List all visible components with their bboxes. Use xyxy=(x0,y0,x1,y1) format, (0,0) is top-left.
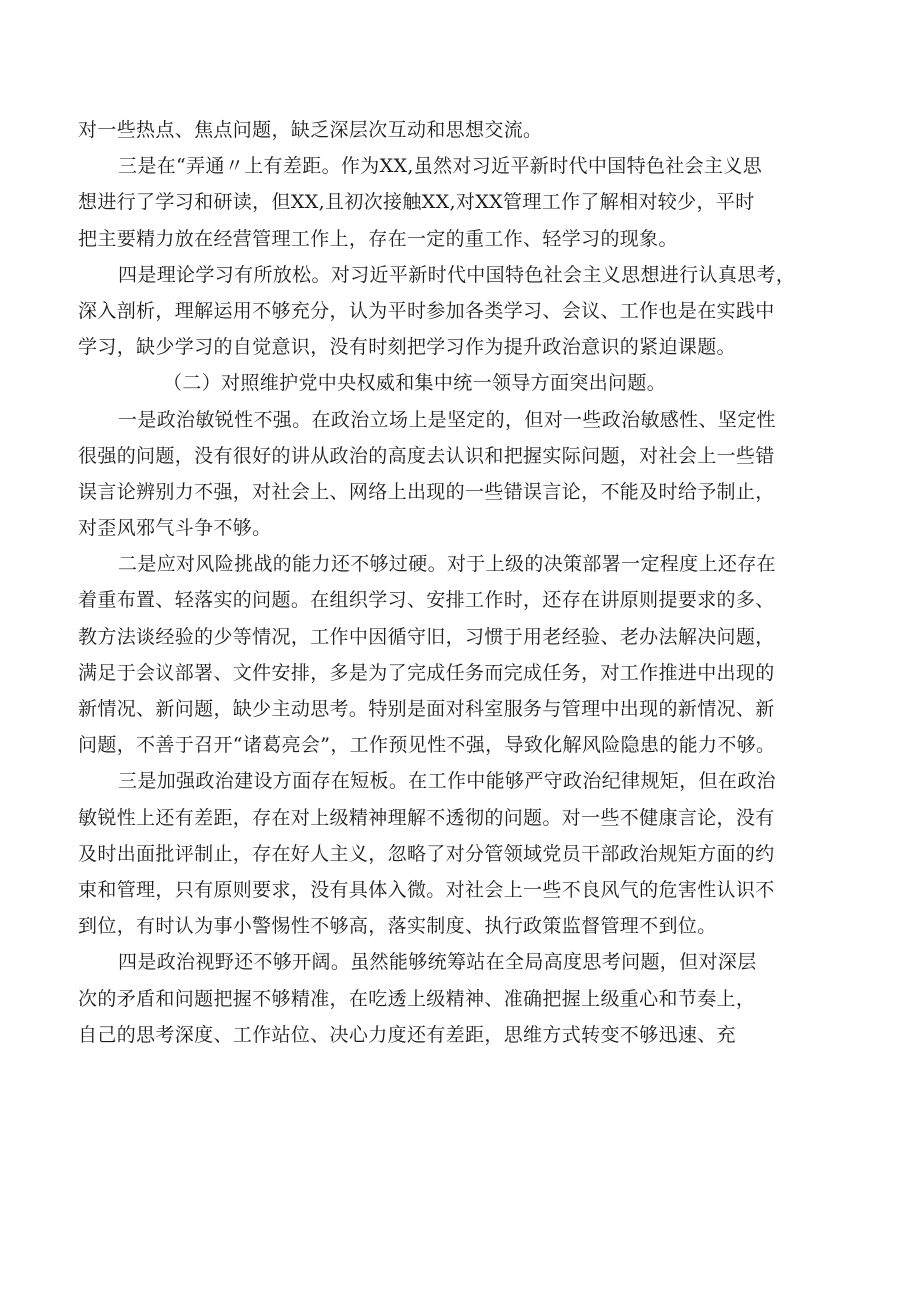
text-line: 四是政治视野还不够开阔。虽然能够统筹站在全局高度思考问题，但对深层 xyxy=(118,951,757,974)
text-line: 三是在“弄通〃上有差距。作为XX,虽然对习近平新时代中国特色社会主义思 xyxy=(118,155,763,178)
text-line: 二是应对风险挑战的能力还不够过硬。对于上级的决策部署一定程度上还存在 xyxy=(118,553,776,576)
text-line: 及时出面批评制止，存在好人主义，忽略了对分管领域党员干部政治规矩方面的约 xyxy=(78,842,775,865)
text-line: 对一些热点、焦点问题，缺乏深层次互动和思想交流。 xyxy=(78,119,543,141)
section-heading: （二）对照维护党中央权威和集中统一领导方面突出问题。 xyxy=(163,372,667,395)
text-line: 对歪风邪气斗争不够。 xyxy=(78,517,272,540)
text-line: 深入剖析，理解运用不够充分，认为平时参加各类学习、会议、工作也是在实践中 xyxy=(78,299,775,322)
text-line: 把主要精力放在经营管理工作上，存在一定的重工作、轻学习的现象。 xyxy=(78,227,678,250)
text-line: 到位，有时认为事小警惕性不够高，落实制度、执行政策监督管理不到位。 xyxy=(78,915,717,938)
text-line: 教方法谈经验的少等情况，工作中因循守旧，习惯于用老经验、老办法解决问题， xyxy=(78,625,775,648)
text-line: 一是政治敏锐性不强。在政治立场上是坚定的，但对一些政治敏感性、坚定性 xyxy=(118,408,776,431)
text-line: 满足于会议部署、文件安排，多是为了完成任务而完成任务，对工作推进中出现的 xyxy=(78,661,775,684)
text-line: 四是理论学习有所放松。对习近平新时代中国特色社会主义思想进行认真思考， xyxy=(118,263,796,286)
text-line: 学习，缺少学习的自觉意识，没有时刻把学习作为提升政治意识的紧迫课题。 xyxy=(78,336,736,359)
text-line: 自己的思考深度、工作站位、决心力度还有差距，思维方式转变不够迅速、充 xyxy=(78,1023,736,1046)
text-line: 敏锐性上还有差距，存在对上级精神理解不透彻的问题。对一些不健康言论，没有 xyxy=(78,806,775,829)
text-line: 束和管理，只有原则要求，没有具体入微。对社会上一些不良风气的危害性认识不 xyxy=(78,878,775,901)
text-line: 三是加强政治建设方面存在短板。在工作中能够严守政治纪律规矩，但在政治 xyxy=(118,770,776,793)
text-line: 问题，不善于召开“诸葛亮会”，工作预见性不强，导致化解风险隐患的能力不够。 xyxy=(78,734,776,757)
text-line: 新情况、新问题，缺少主动思考。特别是面对科室服务与管理中出现的新情况、新 xyxy=(78,698,775,720)
text-line: 着重布置、轻落实的问题。在组织学习、安排工作时，还存在讲原则提要求的多、 xyxy=(78,589,775,612)
text-line: 次的矛盾和问题把握不够精准，在吃透上级精神、准确把握上级重心和节奏上， xyxy=(78,987,756,1010)
text-line: 想进行了学习和研读，但XX,且初次接触XX,对XX管理工作了解相对较少，平时 xyxy=(78,191,755,214)
text-line: 误言论辨别力不强，对社会上、网络上出现的一些错误言论，不能及时给予制止， xyxy=(78,480,775,503)
text-line: 很强的问题，没有很好的讲从政治的高度去认识和把握实际问题，对社会上一些错 xyxy=(78,444,775,467)
document-page xyxy=(78,112,868,1053)
